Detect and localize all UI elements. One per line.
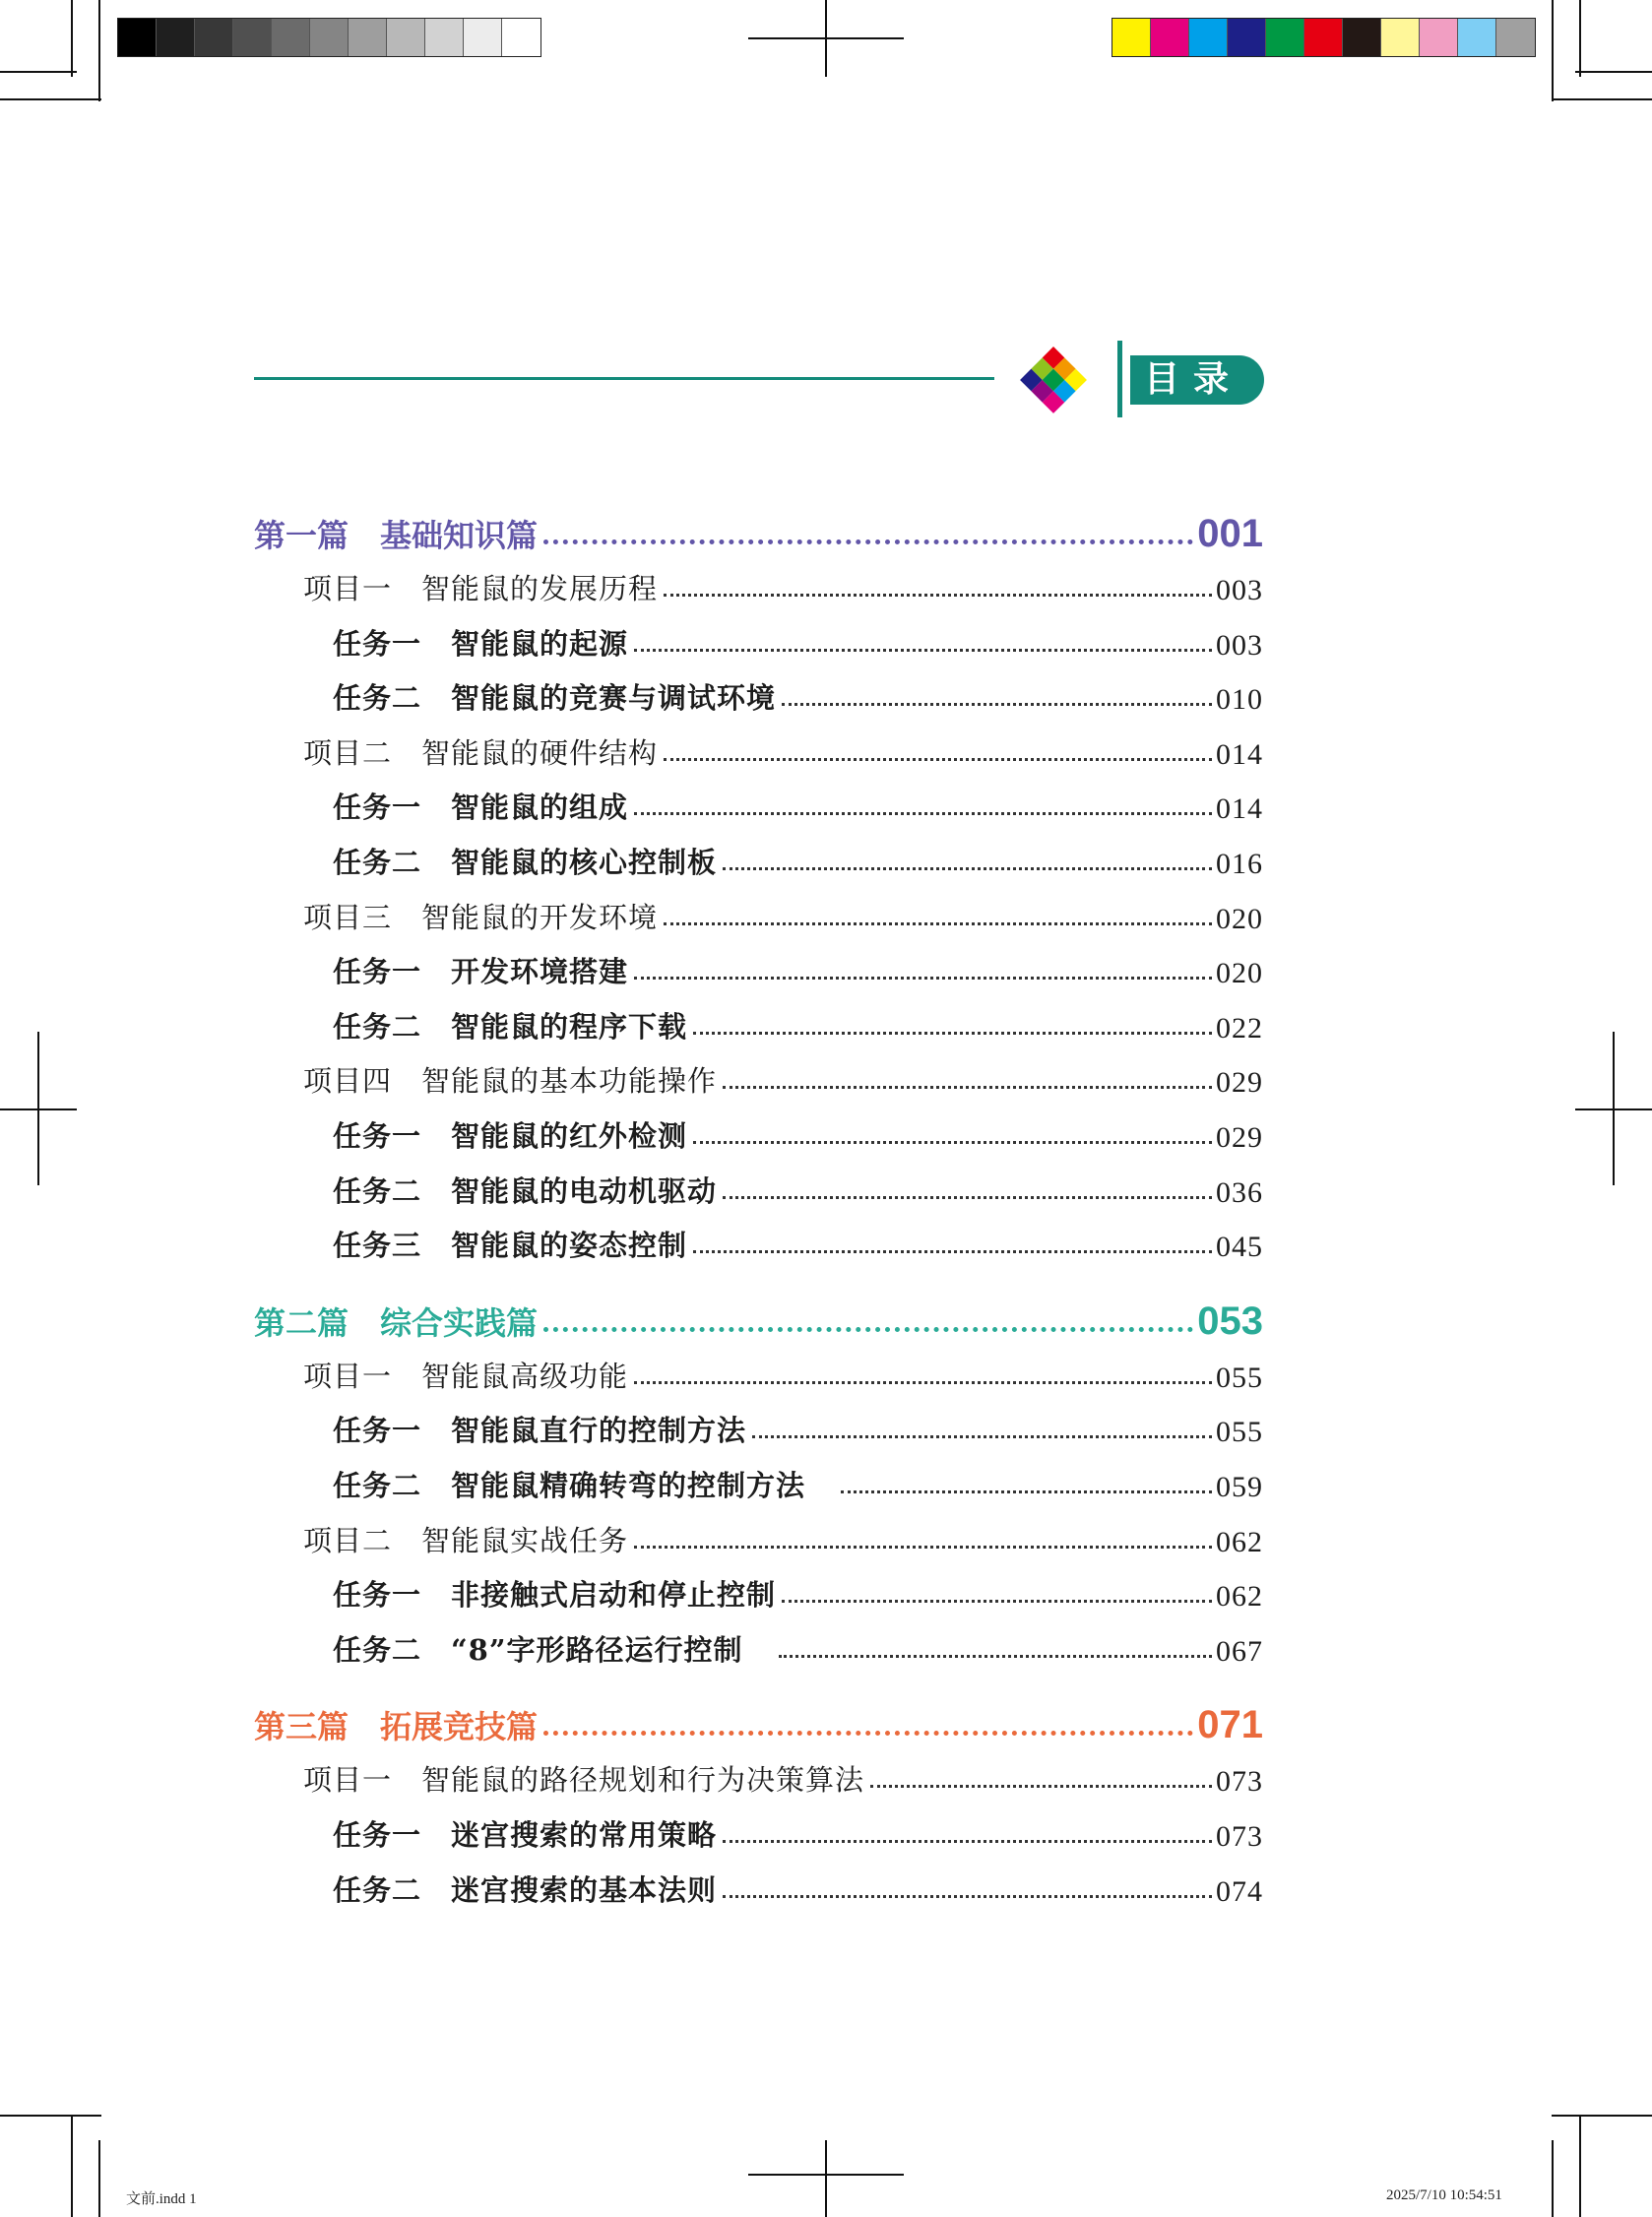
dot-leader [723, 1840, 1212, 1843]
dot-leader [634, 977, 1212, 980]
crop-mark [0, 98, 101, 100]
toc-entry-title: 任务二 智能鼠的程序下载 [333, 1009, 688, 1044]
toc-task-row[interactable] [254, 777, 1263, 826]
toc-page-number: 055 [1216, 1416, 1263, 1449]
crop-mark [0, 2115, 101, 2117]
gray-swatch [157, 19, 195, 56]
registration-mark [748, 37, 904, 39]
toc-task-row[interactable] [254, 1106, 1263, 1155]
gray-swatch [272, 19, 310, 56]
dot-leader [664, 594, 1212, 597]
toc-page-number: 003 [1216, 628, 1263, 662]
toc-entry-title: 第二篇 综合实践篇 [254, 1303, 539, 1342]
process-swatch [1189, 19, 1228, 56]
crop-mark [1575, 71, 1652, 73]
dot-leader [723, 867, 1212, 870]
toc-entry-title: 任务一 智能鼠的起源 [333, 626, 629, 661]
toc-page-number: 020 [1216, 957, 1263, 990]
dot-leader [543, 539, 1193, 544]
toc-page-number: 059 [1216, 1471, 1263, 1503]
toc-page-number: 020 [1216, 902, 1263, 935]
toc-page-number: 053 [1197, 1299, 1263, 1343]
toc-page-number: 071 [1197, 1703, 1263, 1747]
toc-project-row[interactable] [254, 1346, 1263, 1395]
process-swatch [1343, 19, 1381, 56]
registration-mark [748, 2174, 904, 2176]
toc-task-row[interactable] [254, 1860, 1263, 1909]
toc-part-row[interactable] [254, 1285, 1263, 1344]
registration-mark [825, 2140, 827, 2217]
toc-page-number: 036 [1216, 1175, 1263, 1209]
toc-entry-title: 项目二 智能鼠的硬件结构 [303, 735, 659, 770]
dot-leader [634, 812, 1212, 815]
dot-leader [841, 1490, 1212, 1493]
toc-entry-title: 任务二 迷宫搜索的基本法则 [333, 1872, 718, 1907]
toc-entry-title: 第三篇 拓展竞技篇 [254, 1708, 539, 1746]
page-title: 目录 [1130, 355, 1264, 405]
toc-page-number: 001 [1197, 512, 1263, 555]
toc-entry-title: 任务二 智能鼠的竞赛与调试环境 [333, 681, 777, 716]
toc-page-number: 045 [1216, 1231, 1263, 1264]
toc-entry-title: 任务一 迷宫搜索的常用策略 [333, 1818, 718, 1852]
toc-task-row[interactable] [254, 996, 1263, 1045]
process-swatch [1151, 19, 1189, 56]
toc-project-row[interactable] [254, 887, 1263, 936]
toc-task-row[interactable] [254, 1564, 1263, 1614]
crop-mark [98, 0, 100, 101]
dot-leader [870, 1785, 1212, 1788]
toc-task-row[interactable] [254, 832, 1263, 881]
gray-swatch [502, 19, 540, 56]
toc-entry-title: 项目一 智能鼠高级功能 [303, 1359, 629, 1393]
toc-entry-title: 项目一 智能鼠的发展历程 [303, 572, 659, 605]
dot-leader [723, 1086, 1212, 1089]
toc-page-number: 003 [1216, 574, 1263, 606]
dot-leader [664, 758, 1212, 761]
toc-page-number: 022 [1216, 1011, 1263, 1045]
toc-task-row[interactable] [254, 1455, 1263, 1504]
toc-project-row[interactable] [254, 1749, 1263, 1799]
diamond-logo-icon [1018, 345, 1089, 415]
crop-mark [71, 0, 73, 77]
process-swatch [1304, 19, 1343, 56]
gray-swatch [349, 19, 387, 56]
toc-page-number: 029 [1216, 1121, 1263, 1154]
toc-page-number: 062 [1216, 1525, 1263, 1558]
process-swatch [1496, 19, 1535, 56]
dot-leader [782, 1600, 1212, 1603]
toc-entry-title: 任务二 智能鼠精确转弯的控制方法 [333, 1469, 836, 1502]
file-slug: 文前.indd 1 [126, 2191, 197, 2207]
toc-task-row[interactable] [254, 1619, 1263, 1669]
crop-mark [1552, 0, 1554, 101]
dot-leader [543, 1327, 1193, 1332]
dot-leader [779, 1655, 1212, 1658]
toc-page-number: 073 [1216, 1820, 1263, 1853]
gray-swatch [310, 19, 349, 56]
toc-task-row[interactable] [254, 1805, 1263, 1854]
header-rule [254, 377, 994, 380]
dot-leader [634, 649, 1212, 652]
gray-swatch [425, 19, 464, 56]
toc-entry-title: 任务一 智能鼠直行的控制方法 [333, 1414, 747, 1448]
crop-mark [1579, 0, 1581, 77]
toc-task-row[interactable] [254, 613, 1263, 663]
toc-entry-title: 项目四 智能鼠的基本功能操作 [303, 1064, 718, 1099]
dot-leader [723, 1196, 1212, 1199]
toc-page-number: 055 [1216, 1361, 1263, 1394]
toc-entry-title: 项目三 智能鼠的开发环境 [303, 900, 659, 934]
process-swatch [1228, 19, 1266, 56]
dot-leader [664, 922, 1212, 925]
toc-project-row[interactable] [254, 558, 1263, 607]
dot-leader [723, 1895, 1212, 1898]
toc-project-row[interactable] [254, 1510, 1263, 1559]
gray-swatch [118, 19, 157, 56]
toc-entry-title: 任务一 智能鼠的组成 [333, 791, 629, 825]
dot-leader [693, 1141, 1212, 1144]
process-swatch [1420, 19, 1458, 56]
grayscale-color-bar [117, 18, 541, 57]
process-color-bar [1112, 18, 1536, 57]
toc-project-row[interactable] [254, 723, 1263, 772]
toc-page-number: 029 [1216, 1066, 1263, 1100]
registration-mark [0, 1108, 77, 1110]
toc-entry-title: 任务二 “8”字形路径运行控制 [333, 1632, 773, 1667]
gray-swatch [387, 19, 425, 56]
toc-task-row[interactable] [254, 667, 1263, 717]
toc-page-number: 016 [1216, 848, 1263, 880]
toc-entry-title: 任务一 开发环境搭建 [333, 955, 629, 989]
dot-leader [634, 1546, 1212, 1549]
toc-task-row[interactable] [254, 1400, 1263, 1449]
toc-page-number: 014 [1216, 792, 1263, 826]
crop-mark [1579, 2115, 1581, 2217]
toc-page-number: 074 [1216, 1874, 1263, 1908]
crop-mark [71, 2115, 73, 2217]
toc-entry-title: 任务二 智能鼠的电动机驱动 [333, 1173, 718, 1208]
title-accent-bar [1117, 341, 1122, 417]
dot-leader [693, 1250, 1212, 1253]
toc-page-number: 067 [1216, 1634, 1263, 1668]
process-swatch [1458, 19, 1496, 56]
gray-swatch [195, 19, 233, 56]
gray-swatch [464, 19, 502, 56]
process-swatch [1381, 19, 1420, 56]
toc-page-number: 073 [1216, 1765, 1263, 1799]
toc-task-row[interactable] [254, 1161, 1263, 1210]
toc-entry-title: 任务一 非接触式启动和停止控制 [333, 1578, 777, 1613]
print-timestamp: 2025/7/10 10:54:51 [1386, 2187, 1502, 2203]
toc-project-row[interactable] [254, 1050, 1263, 1100]
registration-mark [1575, 1108, 1652, 1110]
dot-leader [634, 1381, 1212, 1384]
toc-task-row[interactable] [254, 1215, 1263, 1264]
process-swatch [1266, 19, 1304, 56]
crop-mark [98, 2140, 100, 2217]
dot-leader [693, 1032, 1212, 1035]
toc-page-number: 010 [1216, 683, 1263, 717]
toc-part-row[interactable] [254, 1688, 1263, 1747]
crop-mark [1552, 2140, 1554, 2217]
toc-page-number: 014 [1216, 737, 1263, 771]
gray-swatch [233, 19, 272, 56]
dot-leader [752, 1435, 1212, 1438]
toc-entry-title: 任务三 智能鼠的姿态控制 [333, 1229, 688, 1263]
dot-leader [782, 703, 1212, 706]
crop-mark [1552, 2115, 1652, 2117]
toc-entry-title: 项目一 智能鼠的路径规划和行为决策算法 [303, 1763, 865, 1798]
crop-mark [0, 71, 77, 73]
crop-mark [1552, 98, 1652, 100]
toc-entry-title: 项目二 智能鼠实战任务 [303, 1523, 629, 1557]
process-swatch [1112, 19, 1151, 56]
toc-entry-title: 任务二 智能鼠的核心控制板 [333, 846, 718, 879]
toc-entry-title: 任务一 智能鼠的红外检测 [333, 1119, 688, 1153]
dot-leader [543, 1731, 1193, 1736]
toc-entry-title: 第一篇 基础知识篇 [254, 517, 539, 554]
toc-part-row[interactable] [254, 497, 1263, 556]
toc-page-number: 062 [1216, 1580, 1263, 1614]
toc-task-row[interactable] [254, 941, 1263, 990]
